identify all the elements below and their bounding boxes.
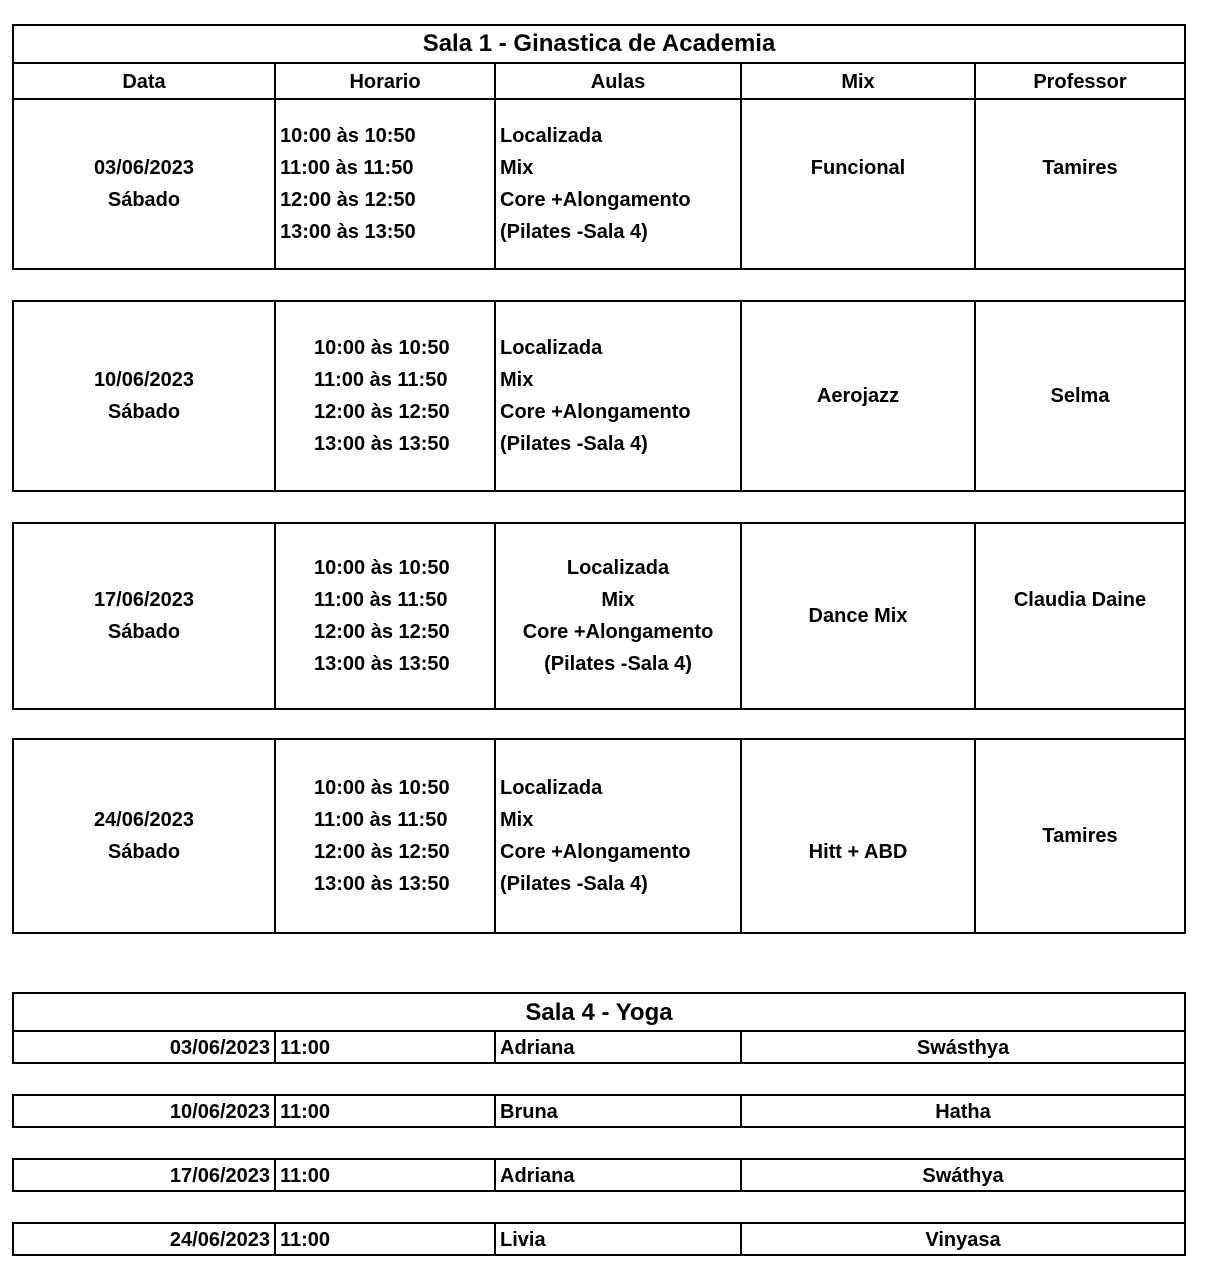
border [274,1030,276,1064]
yoga-teacher: Adriana [500,1165,575,1187]
time-slot: 11:00 às 11:50 [314,589,448,611]
time-slot: 12:00 às 12:50 [314,841,450,863]
time-slot: 11:00 às 11:50 [314,369,448,391]
yoga-style: Vinyasa [925,1229,1001,1251]
class-item: Mix [500,369,534,391]
border [274,300,276,492]
header-aulas: Aulas [590,71,646,93]
class-item: Mix [500,809,534,831]
row-day: Sábado [107,841,181,863]
yoga-time: 11:00 [280,1165,331,1187]
class-item: (Pilates -Sala 4) [500,433,648,455]
time-slot: 10:00 às 10:50 [314,557,450,579]
time-slot: 13:00 às 13:50 [280,221,416,243]
class-item: Core +Alongamento [522,621,714,643]
border [274,738,276,934]
time-slot: 13:00 às 13:50 [314,653,450,675]
class-item: Mix [500,157,534,179]
border [12,62,1186,64]
class-item: Core +Alongamento [500,841,691,863]
row-professor: Selma [1050,385,1110,407]
time-slot: 11:00 às 11:50 [314,809,448,831]
border [494,1158,496,1192]
yoga-time: 11:00 [280,1101,331,1123]
class-item: Core +Alongamento [500,401,691,423]
border [12,268,1186,270]
class-item: Localizada [500,777,603,799]
row-day: Sábado [107,401,181,423]
class-item: Core +Alongamento [500,189,691,211]
row-date: 10/06/2023 [93,369,195,391]
class-item: (Pilates -Sala 4) [544,653,692,675]
border [274,1094,276,1128]
class-item: Localizada [500,337,603,359]
row-day: Sábado [107,621,181,643]
row-date: 03/06/2023 [93,157,195,179]
yoga-style: Hatha [935,1101,991,1123]
border [12,992,1186,994]
class-item: (Pilates -Sala 4) [500,873,648,895]
border [274,522,276,710]
border [12,98,1186,100]
border [274,1158,276,1192]
border [494,1030,496,1064]
time-slot: 12:00 às 12:50 [314,621,450,643]
row-mix: Aerojazz [816,385,900,407]
class-item: (Pilates -Sala 4) [500,221,648,243]
class-item: Localizada [566,557,670,579]
row-date: 17/06/2023 [93,589,195,611]
time-slot: 13:00 às 13:50 [314,873,450,895]
yoga-style: Swásthya [916,1037,1010,1059]
class-item: Localizada [500,125,603,147]
sala4-title: Sala 4 - Yoga [525,999,673,1026]
time-slot: 10:00 às 10:50 [314,777,450,799]
border [494,1222,496,1256]
class-item: Mix [601,589,635,611]
yoga-style: Swáthya [922,1165,1004,1187]
row-day: Sábado [107,189,181,211]
yoga-time: 11:00 [280,1037,331,1059]
row-mix: Dance Mix [808,605,908,627]
yoga-teacher: Livia [500,1229,546,1251]
border [494,1094,496,1128]
time-slot: 10:00 às 10:50 [314,337,450,359]
border [494,738,496,934]
yoga-date: 17/06/2023 [169,1165,270,1187]
header-professor: Professor [1033,71,1127,93]
border [494,300,496,492]
time-slot: 13:00 às 13:50 [314,433,450,455]
row-mix: Hitt + ABD [808,841,908,863]
time-slot: 12:00 às 12:50 [314,401,450,423]
time-slot: 11:00 às 11:50 [280,157,414,179]
time-slot: 10:00 às 10:50 [280,125,416,147]
yoga-teacher: Adriana [500,1037,575,1059]
border [974,522,976,710]
row-professor: Tamires [1042,157,1118,179]
header-data: Data [122,71,166,93]
time-slot: 12:00 às 12:50 [280,189,416,211]
row-professor: Tamires [1042,825,1118,847]
yoga-date: 24/06/2023 [169,1229,270,1251]
header-horario: Horario [349,71,421,93]
sala1-title: Sala 1 - Ginastica de Academia [422,30,776,57]
border [274,1222,276,1256]
yoga-teacher: Bruna [500,1101,558,1123]
row-date: 24/06/2023 [93,809,195,831]
row-professor: Claudia Daine [1013,589,1147,611]
yoga-time: 11:00 [280,1229,331,1251]
row-mix: Funcional [810,157,906,179]
yoga-date: 03/06/2023 [169,1037,270,1059]
yoga-date: 10/06/2023 [169,1101,270,1123]
header-mix: Mix [841,71,875,93]
